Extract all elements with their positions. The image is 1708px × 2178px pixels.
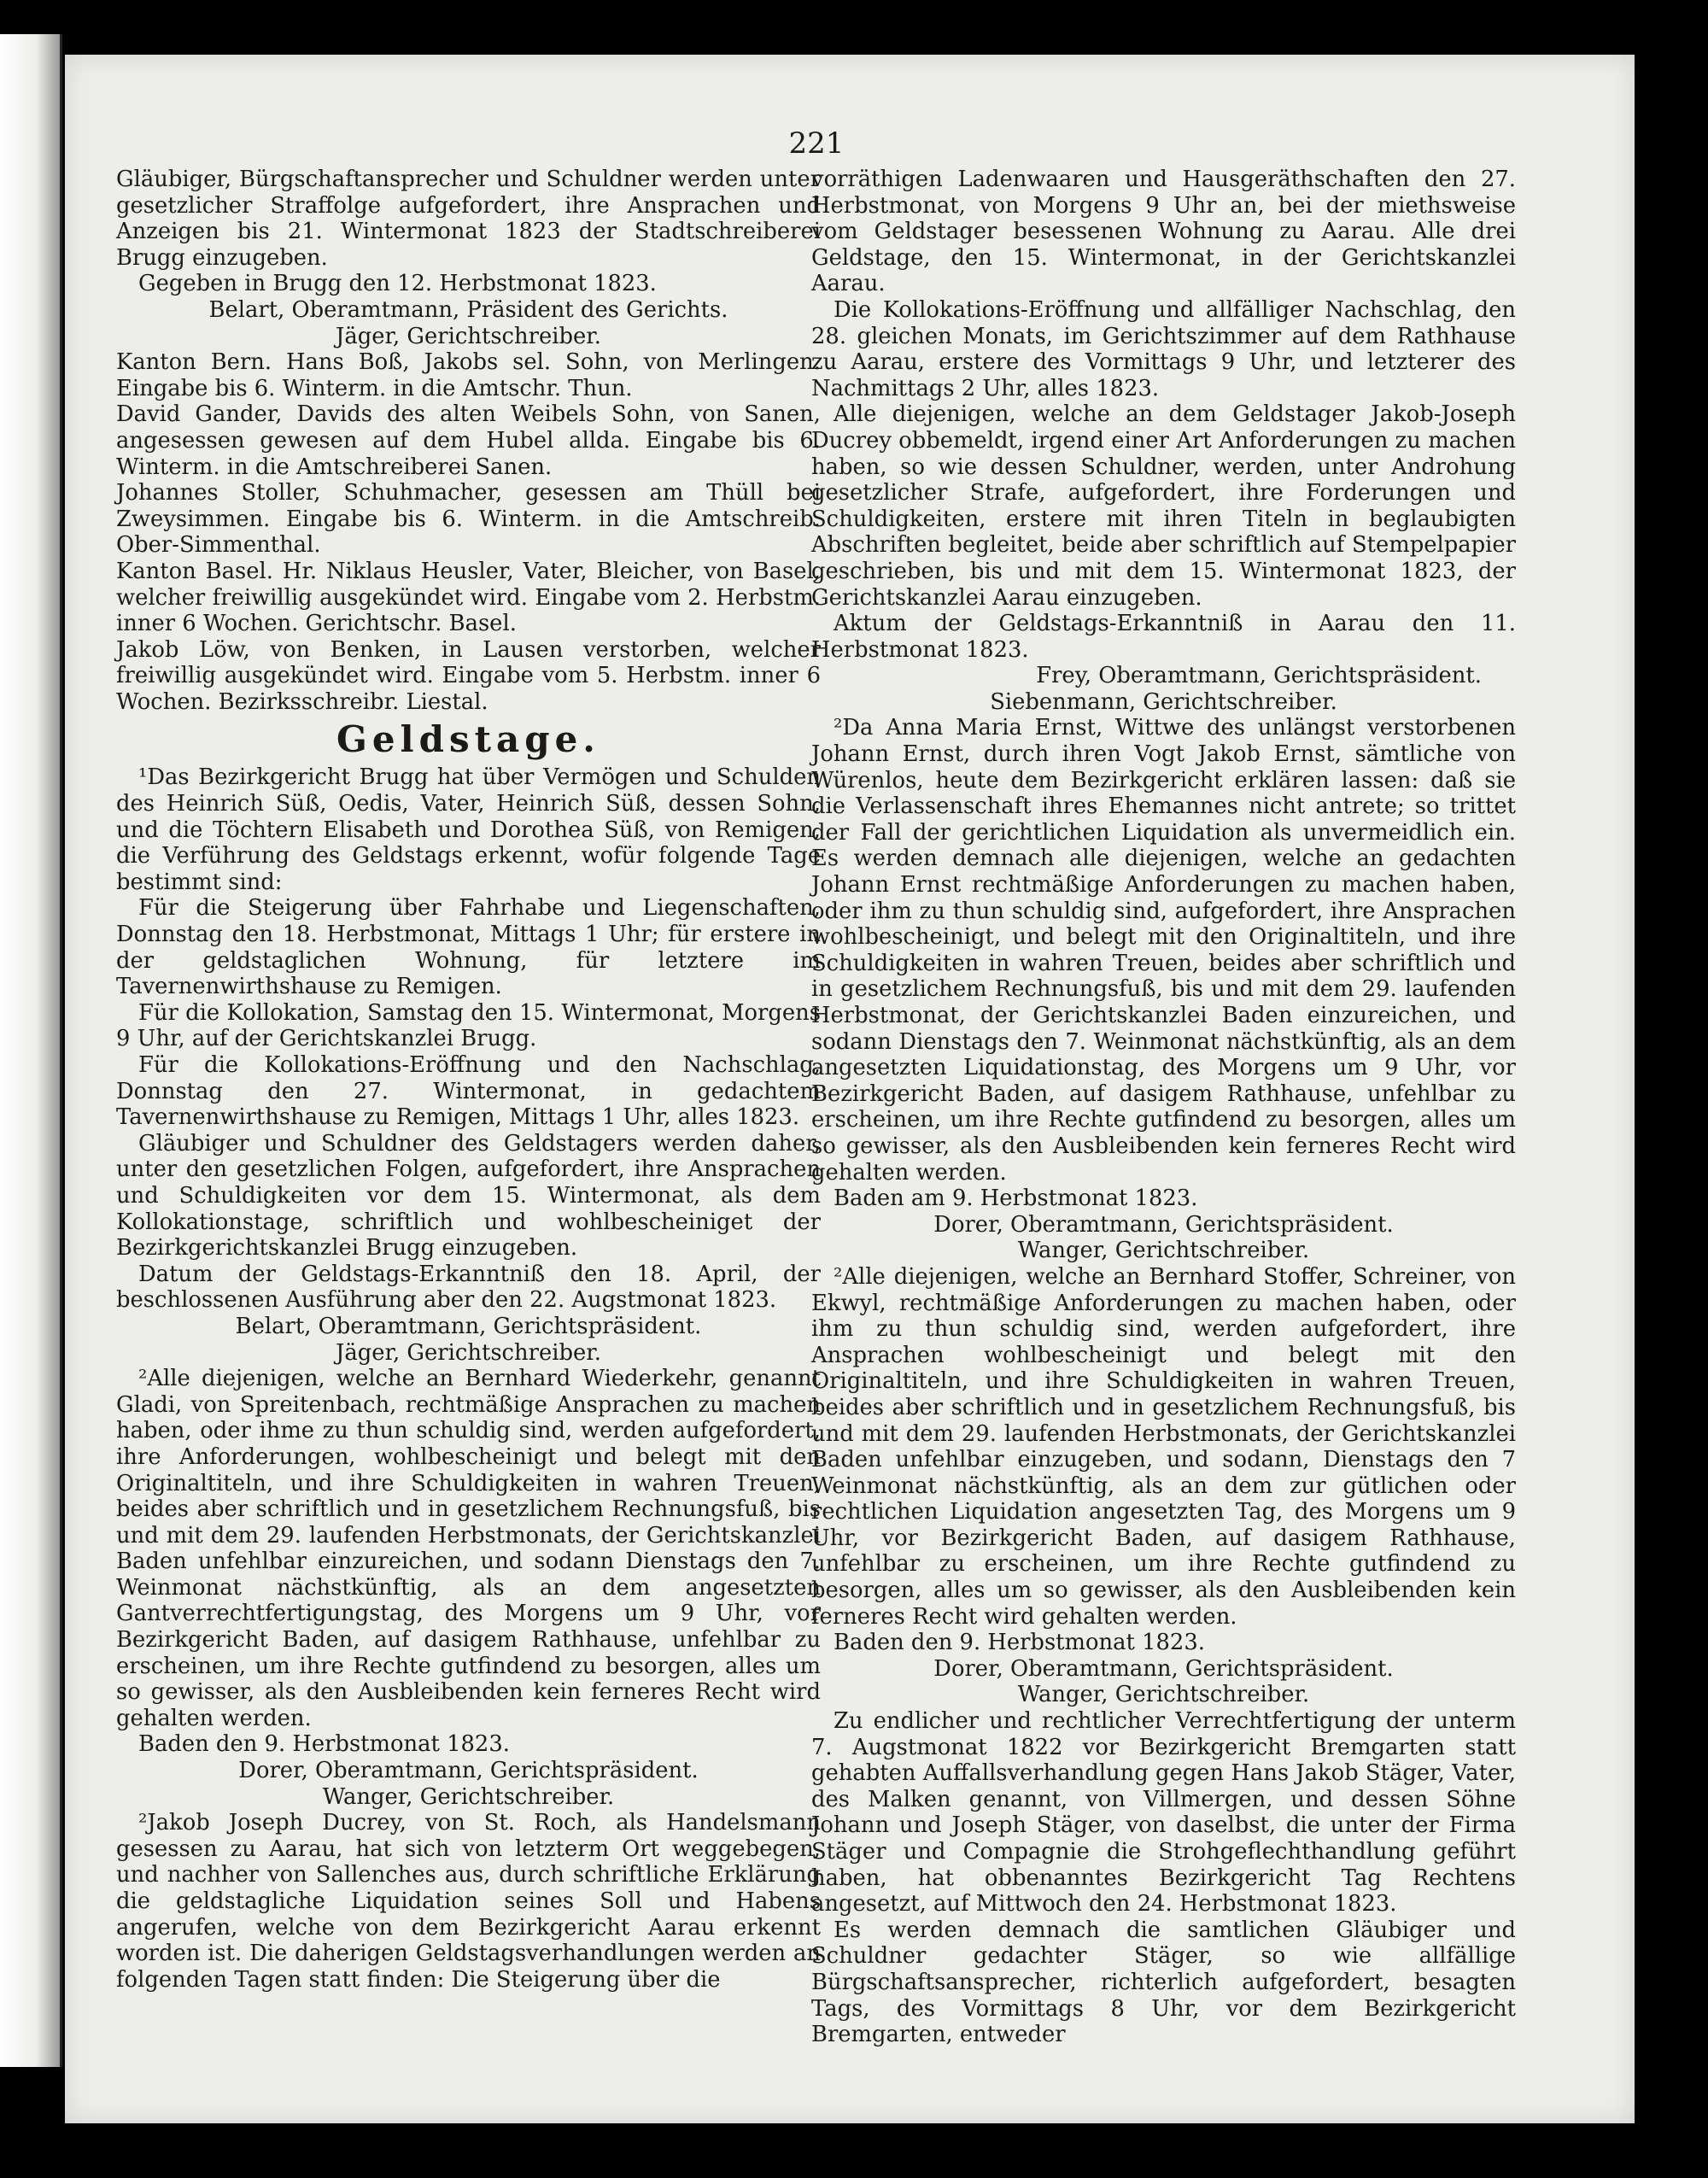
- notice-paragraph: Gegeben in Brugg den 12. Herbstmonat 1823.: [138, 271, 657, 297]
- signature-line: Dorer, Oberamtmann, Gerichtspräsident.: [933, 1211, 1394, 1238]
- notice-paragraph: ²Da Anna Maria Ernst, Wittwe des unlängst verstorbenen Johann Ernst, durch ihren Vogt Jakob Ernst, sämtliche von Würenlos, heute dem Bezirkgericht erklären lassen: daß sie die Verlassenschaft ihres Ehemannes nicht antrete; so trittet der Fall der gerichtlichen Liquidation als unvermeidlich ein. Es werden demnach alle diejenigen, welche an gedachten Johann Ernst rechtmäßige Anforderungen zu machen haben, oder ihm zu thun schuldig sind, aufgefordert, ihre Ansprachen wohlbescheinigt, und belegt mit den Originaltiteln, und ihre Schuldigkeiten in wahren Treuen, beides aber schriftlich und in gesetzlichem Rechnungsfuß, bis und mit dem 29. laufenden Herbstmonat, der Gerichtskanzlei Baden einzureichen, und sodann Dienstags den 7. Weinmonat nächstkünftig, als an dem angesetzten Liquidationstag, des Morgens um 9 Uhr, vor Bezirkgericht Baden, auf dasigem Rathhause, unfehlbar zu erscheinen, um ihre Rechte gutfindend zu besorgen, alles um so gewisser, als den Ausbleibenden kein ferneres Recht wird gehalten werden.: [811, 715, 1516, 1186]
- signature-line: Frey, Oberamtmann, Gerichtspräsident.: [1036, 663, 1482, 689]
- scan-border: [1635, 55, 1708, 2123]
- notice-paragraph: Johannes Stoller, Schuhmacher, gesessen am Thüll bei Zweysimmen. Eingabe bis 6. Winterm. in die Amtschreib. Ober-Simmenthal.: [116, 480, 821, 559]
- notice-paragraph: Aktum der Geldstags-Erkanntniß in Aarau den 11. Herbstmonat 1823.: [811, 611, 1516, 663]
- left-column: [116, 167, 821, 2029]
- notice-paragraph: Für die Steigerung über Fahrhabe und Liegenschaften, Donnstag den 18. Herbstmonat, Mittags 1 Uhr; für erstere in der geldstaglichen Wohnung, für letztere im Tavernenwirthshause zu Remigen.: [116, 895, 821, 1000]
- notice-paragraph: Für die Kollokations-Eröffnung und den Nachschlag, Donnstag den 27. Wintermonat, in gedachtem Tavernenwirthshause zu Remigen, Mittags 1 Uhr, alles 1823.: [116, 1052, 821, 1131]
- notice-paragraph: David Gander, Davids des alten Weibels Sohn, von Sanen, angesessen gewesen auf dem Hubel allda. Eingabe bis 6. Winterm. in die Amtschreiberei Sanen.: [116, 401, 821, 480]
- notice-paragraph: Gläubiger, Bürgschaftansprecher und Schuldner werden unter gesetzlicher Straffolge aufgefordert, ihre Ansprachen und Anzeigen bis 21. Wintermonat 1823 der Stadtschreiberei Brugg einzugeben.: [116, 167, 821, 271]
- signature-line: Dorer, Oberamtmann, Gerichtspräsident.: [238, 1758, 699, 1784]
- notice-paragraph: Baden den 9. Herbstmonat 1823.: [834, 1630, 1205, 1656]
- notice-paragraph: Zu endlicher und rechtlicher Verrechtfertigung der unterm 7. Augstmonat 1822 vor Bezirkgericht Bremgarten statt gehabten Auffallsverhandlung gegen Hans Jakob Stäger, Vater, des Malken genannt, von Villmergen, und dessen Söhne Johann und Joseph Stäger, von daselbst, die unter der Firma Stäger und Compagnie die Strohgeflechthandlung geführt haben, hat obbenanntes Bezirkgericht Tag Rechtens angesetzt, auf Mittwoch den 24. Herbstmonat 1823.: [811, 1708, 1516, 1917]
- previous-page-edge: [0, 34, 62, 2067]
- notice-paragraph: Alle diejenigen, welche an dem Geldstager Jakob-Joseph Ducrey obbemeldt, irgend einer Art Anforderungen zu machen haben, so wie dessen Schuldner, werden, unter Androhung gesetzlicher Strafe, aufgefordert, ihre Forderungen und Schuldigkeiten, erstere mit ihren Titeln in beglaubigten Abschriften begleitet, beide aber schriftlich auf Stempelpapier geschrieben, bis und mit dem 15. Wintermonat 1823, der Gerichtskanzlei Aarau einzugeben.: [811, 401, 1516, 611]
- notice-paragraph: ²Jakob Joseph Ducrey, von St. Roch, als Handelsmann gesessen zu Aarau, hat sich von letzterm Ort weggebegen, und nachher von Sallenches aus, durch schriftliche Erklärung die geldstagliche Liquidation seines Soll und Habens angerufen, welche von dem Bezirkgericht Aarau erkennt worden ist. Die daherigen Geldstagsverhandlungen werden an folgenden Tagen statt finden: Die Steigerung über die: [116, 1810, 821, 1993]
- signature-line: Dorer, Oberamtmann, Gerichtspräsident.: [933, 1655, 1394, 1682]
- signature-line: Belart, Oberamtmann, Präsident des Gerichts.: [208, 296, 728, 323]
- page-number: 221: [788, 126, 845, 161]
- right-column: [811, 167, 1516, 2048]
- notice-paragraph: Es werden demnach die samtlichen Gläubiger und Schuldner gedachter Stäger, so wie allfällige Bürgschaftsansprecher, richterlich aufgefordert, besagten Tags, des Vormittags 8 Uhr, vor dem Bezirkgericht Bremgarten, entweder: [811, 1917, 1516, 2048]
- notice-paragraph: Kanton Basel. Hr. Niklaus Heusler, Vater, Bleicher, von Basel, welcher freiwillig ausgekündet wird. Eingabe vom 2. Herbstm. inner 6 Wochen. Gerichtschr. Basel.: [116, 558, 821, 637]
- signature-line: Wanger, Gerichtschreiber.: [322, 1783, 615, 1810]
- notice-paragraph: Kanton Bern. Hans Boß, Jakobs sel. Sohn, von Merlingen. Eingabe bis 6. Winterm. in die Amtschr. Thun.: [116, 349, 821, 401]
- notice-paragraph: Gläubiger und Schuldner des Geldstagers werden daher, unter den gesetzlichen Folgen, aufgefordert, ihre Ansprachen und Schuldigkeiten vor dem 15. Wintermonat, als dem Kollokationstage, schriftlich und wohlbescheiniget der Bezirkgerichtskanzlei Brugg einzugeben.: [116, 1130, 821, 1262]
- signature-line: Jäger, Gerichtschreiber.: [336, 323, 601, 349]
- signature-line: Jäger, Gerichtschreiber.: [336, 1339, 601, 1366]
- notice-paragraph: Baden am 9. Herbstmonat 1823.: [834, 1186, 1198, 1212]
- signature-line: Belart, Oberamtmann, Gerichtspräsident.: [235, 1313, 702, 1339]
- notice-paragraph: Die Kollokations-Eröffnung und allfälliger Nachschlag, den 28. gleichen Monats, im Gerichtszimmer auf dem Rathhause zu Aarau, erstere des Vormittags 9 Uhr, und letzterer des Nachmittags 2 Uhr, alles 1823.: [811, 296, 1516, 401]
- notice-paragraph: ¹Das Bezirkgericht Brugg hat über Vermögen und Schulden des Heinrich Süß, Oedis, Vater, Heinrich Süß, dessen Sohn, und die Töchtern Elisabeth und Dorothea Süß, von Remigen, die Verführung des Geldstags erkennt, wofür folgende Tage bestimmt sind:: [116, 764, 821, 895]
- notice-paragraph: ²Alle diejenigen, welche an Bernhard Stoffer, Schreiner, von Ekwyl, rechtmäßige Anforderungen zu machen haben, oder ihm zu thun schuldig sind, werden aufgefordert, ihre Ansprachen wohlbescheinigt und belegt mit den Originaltiteln, und ihre Schuldigkeiten in wahren Treuen, beides aber schriftlich und in gesetzlichem Rechnungsfuß, bis und mit dem 29. laufenden Herbstmonats, der Gerichtskanzlei Baden unfehlbar einzugeben, und sodann, Dienstags den 7 Weinmonat nächstkünftig, als an dem zur gütlichen oder rechtlichen Liquidation angesetzten Tag, des Morgens um 9 Uhr, vor Bezirkgericht Baden, auf dasigem Rathhause, unfehlbar zu erscheinen, um ihre Rechte gutfindend zu besorgen, alles um so gewisser, als den Ausbleibenden kein ferneres Recht wird gehalten werden.: [811, 1263, 1516, 1630]
- notice-paragraph: Datum der Geldstags-Erkanntniß den 18. April, der beschlossenen Ausführung aber den 22. Augstmonat 1823.: [116, 1261, 821, 1314]
- notice-paragraph: ²Alle diejenigen, welche an Bernhard Wiederkehr, genannt Gladi, von Spreitenbach, rechtmäßige Ansprachen zu machen haben, oder ihme zu thun schuldig sind, werden aufgefordert, ihre Anforderungen, wohlbescheinigt und belegt mit den Originaltiteln, und ihre Schuldigkeiten in wahren Treuen, beides aber schriftlich und in gesetzlichem Rechnungsfuß, bis und mit dem 29. laufenden Herbstmonats, der Gerichtskanzlei Baden unfehlbar einzureichen, und sodann Dienstags den 7. Weinmonat nächstkünftig, als an dem angesetzten Gantverrechtfertigungstag, des Morgens um 9 Uhr, vor Bezirkgericht Baden, auf dasigem Rathhause, unfehlbar zu erscheinen, um ihre Rechte gutfindend zu besorgen, alles um so gewisser, als den Ausbleibenden kein ferneres Recht wird gehalten werden.: [116, 1366, 821, 1731]
- section-heading: Geldstage.: [336, 718, 600, 761]
- notice-paragraph: Baden den 9. Herbstmonat 1823.: [138, 1731, 510, 1758]
- signature-line: Siebenmann, Gerichtschreiber.: [990, 688, 1337, 715]
- notice-paragraph: Jakob Löw, von Benken, in Lausen verstorben, welcher freiwillig ausgekündet wird. Eingabe vom 5. Herbstm. inner 6 Wochen. Bezirksschreibr. Liestal.: [116, 636, 821, 715]
- notice-paragraph: Für die Kollokation, Samstag den 15. Wintermonat, Morgens 9 Uhr, auf der Gerichtskanzlei Brugg.: [116, 999, 821, 1052]
- signature-line: Wanger, Gerichtschreiber.: [1017, 1238, 1310, 1264]
- signature-line: Wanger, Gerichtschreiber.: [1017, 1682, 1310, 1708]
- notice-paragraph: vorräthigen Ladenwaaren und Hausgeräthschaften den 27. Herbstmonat, von Morgens 9 Uhr an, bei der miethsweise vom Geldstager besessenen Wohnung zu Aarau. Alle drei Geldstage, den 15. Wintermonat, in der Gerichtskanzlei Aarau.: [811, 167, 1516, 297]
